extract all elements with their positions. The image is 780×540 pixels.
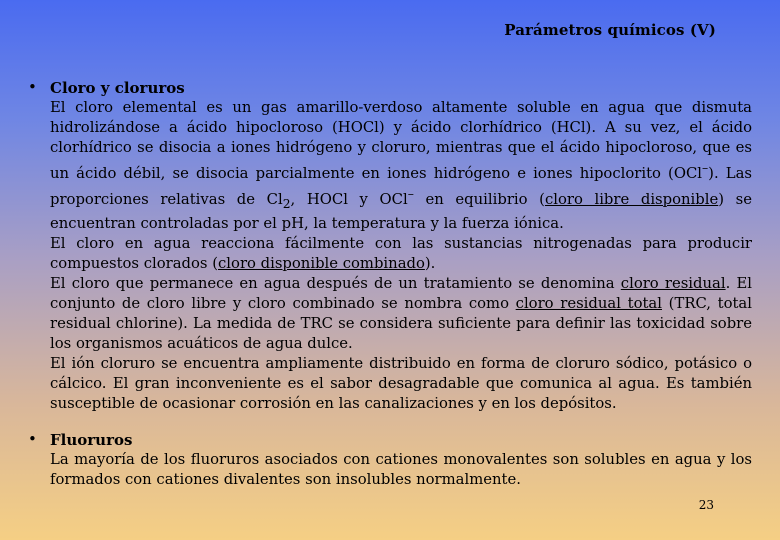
term-cloro-residual: cloro residual <box>620 274 726 292</box>
term-cloro-combinado: cloro disponible combinado <box>218 254 425 272</box>
paragraph-cloro-3: El cloro que permanece en agua después de un tratamiento se denomina cloro residual. El conjunto de cloro libre y cloro combinado se nombra como cloro residual total (TRC, total residual chlorine). La medida de TRC se considera suficiente para definir las toxicidad sobre los organismos acuáticos de agua dulce. <box>50 274 753 352</box>
bullet-marker: • <box>28 78 37 96</box>
section-fluoruros <box>28 430 752 490</box>
paragraph-cloro-2: El cloro en agua reacciona fácilmente con las sustancias nitrogenadas para producir compuestos clorados (cloro disponible combinado). <box>50 234 752 272</box>
slide-title: Parámetros químicos (V) <box>504 21 716 39</box>
term-cloro-residual-total: cloro residual total <box>515 294 662 312</box>
bullet-marker: • <box>28 430 37 448</box>
paragraph-fluoruros: La mayoría de los fluoruros asociados con cationes monovalentes son solubles en agua y los formados con cationes divalentes son insolubles normalmente. <box>50 451 752 488</box>
paragraph-cloro-1: El cloro elemental es un gas amarillo-verdoso altamente soluble en agua que dismuta hidrolizándose a ácido hipocloroso (HOCl) y ácido clorhídrico (HCl). A su vez, el ácido clorhídrico se disocia a iones hidrógeno y cloruro, mientras que el ácido hipocloroso, que es un ácido débil, se disocia parcialmente en iones hidrógeno e iones hipoclorito (OCl–). Las proporciones relativas de $Cl_2$, HOCl y OCl– en equilibrio (cloro libre disponible) se encuentran controladas por el pH, la temperatura y la fuerza iónica. <box>50 99 753 232</box>
heading-cloro: Cloro y cloruros <box>50 79 185 97</box>
page-number: 23 <box>698 498 714 512</box>
term-cloro-libre: cloro libre disponible <box>544 190 719 208</box>
paragraph-cloro-4: El ión cloruro se encuentra ampliamente distribuido en forma de cloruro sódico, potásico o cálcico. El gran inconveniente es el sabor desagradable que comunica al agua. Es también susceptible de ocasionar corrosión en las canalizaciones y en los depósitos. <box>50 354 752 412</box>
heading-fluoruros: Fluoruros <box>50 431 133 449</box>
section-cloro <box>28 78 752 414</box>
